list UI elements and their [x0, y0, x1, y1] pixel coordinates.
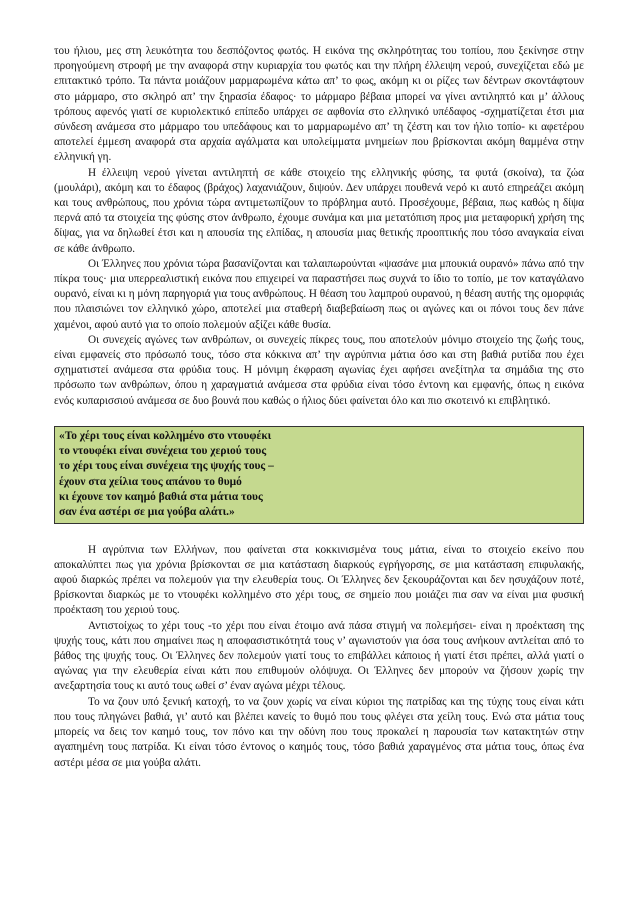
quote-line: κι έχουνε τον καημό βαθιά στα μάτια τους	[59, 491, 263, 504]
paragraph: Οι Έλληνες που χρόνια τώρα βασανίζονται και ταλαιπωρούνται «ψασάνε μια μπουκιά ουρανό» πάνω από την πίκρα τους· μια υπερρεαλιστική εικόνα που επιχειρεί να παραστήσει πως συχνά το ίδιο το τοπίο, με τον καταγάλανο ουρανό, είναι κι η μόνη παρηγοριά για τους ανθρώπους. Η θέαση του λαμπρού ουρανού, η θέαση αυτής της ομορφιάς που πλαισιώνει τον ελληνικό χώρο, αποτελεί μια σταθερή διαβεβαίωση πως οι αγώνες και οι πόνοι τους δεν πάνε χαμένοι, αφού αυτό για το οποίο πολεμούν αξίζει κάθε θυσία.	[54, 257, 584, 331]
paragraph: Η αγρύπνια των Ελλήνων, που φαίνεται στα κοκκινισμένα τους μάτια, είναι το στοιχείο εκείνο που αποκαλύπτει πως για χρόνια βρίσκονται σε μια κατάσταση διαρκούς εγρήγορσης, σε μια κατάσταση επιφυλακής, αφού διαρκώς πρέπει να πολεμούν για την ελευθερία τους. Οι Έλληνες δεν ξεκουράζονται και δεν ησυχάζουν ποτέ, βρίσκονται διαρκώς με το ντουφέκι κολλημένο στο χέρι τους, σε σημείο που μοιάζει πια σαν να είναι μια φυσική προέκταση του χεριού τους.	[54, 543, 584, 617]
quote-line: έχουν στα χείλια τους απάνου το θυμό	[59, 475, 242, 488]
quote-line: σαν ένα αστέρι σε μια γούβα αλάτι.»	[59, 506, 235, 519]
paragraph: Αντιστοίχως το χέρι τους -το χέρι που είναι έτοιμο ανά πάσα στιγμή να πολεμήσει- είναι η προέκταση της ψυχής τους, κάτι που σημαίνει πως η αποφασιστικότητά τους ν’ αγωνιστούν για όσα τους ανήκουν αντλείται από το βάθος της ψυχής τους. Οι Έλληνες δεν πολεμούν γιατί τους το επιβάλλει κάποιος ή γιατί έτσι πρέπει, αλλά γιατί ο αγώνας για την ελευθερία είναι κάτι που επιθυμούν ολόψυχα. Οι Έλληνες δεν μπορούν να ζήσουν χωρίς την ανεξαρτησία τους κι αυτό τους ωθεί σ’ έναν αγώνα μέχρι τέλους.	[54, 619, 584, 693]
paragraph: Η έλλειψη νερού γίνεται αντιληπτή σε κάθε στοιχείο της ελληνικής φύσης, τα φυτά (σκοίνα), τα ζώα (μουλάρι), ακόμη και το έδαφος (βράχος) λαχανιάζουν, διψούν. Δεν υπάρχει πουθενά νερό κι αυτό επηρεάζει ακόμη και τους ανθρώπους, που χρόνια τώρα αντιμετωπίζουν το πρόβλημα αυτό. Προσέχουμε, βέβαια, πως καθώς η δίψα περνά από τα στοιχεία της φύσης στον άνθρωπο, έχουμε συνάμα και μια μετατόπιση προς μια μεταφορική χρήση της δίψας, για να δηλωθεί έτσι και η απουσία της ελπίδας, η απουσία μιας θετικής προοπτικής που τόσο αναγκαία είναι σε κάθε άνθρωπο.	[54, 166, 584, 255]
body-text-bottom	[54, 543, 584, 771]
quote-line: «Το χέρι τους είναι κολλημένο στο ντουφέκι	[59, 429, 272, 442]
quote-line: το ντουφέκι είναι συνέχεια του χεριού τους	[59, 445, 267, 458]
paragraph: Οι συνεχείς αγώνες των ανθρώπων, οι συνεχείς πίκρες τους, που αποτελούν μόνιμο στοιχείο της ζωής τους, είναι εμφανείς στο πρόσωπό τους, τόσο στα κόκκινα απ’ την αγρύπνια μάτια όσο και στη βαθιά ρυτίδα που έχει σχηματιστεί ανάμεσα στα φρύδια τους. Η μόνιμη έκφραση αγωνίας έχει αφήσει ανεξίτηλα τα σημάδια της στο πρόσωπο των ανθρώπων, όπου η χαραγματιά ανάμεσα στα φρύδια είναι τόσο έντονη και εμφανής, όπως η εικόνα ενός κυπαρισσιού ανάμεσα σε δυο βουνά που καθώς ο ήλιος δύει φαίνεται όλο και πιο σκοτεινό κι επιβλητικό.	[54, 333, 584, 407]
document-page	[54, 44, 584, 771]
poem-quote-box	[54, 426, 584, 524]
paragraph: Το να ζουν υπό ξενική κατοχή, το να ζουν χωρίς να είναι κύριοι της πατρίδας και της τύχης τους είναι κάτι που τους πληγώνει βαθιά, γι’ αυτό και βλέπει κανείς το θυμό που τους φλέγει στα χείλη τους. Ενώ στα μάτια τους μπορείς να δεις τον καημό τους, τον πόνο και την οδύνη που τους προκαλεί η παρουσία των κατακτητών στην αγαπημένη τους πατρίδα. Κι είναι τόσο έντονος ο καημός τους, τόσο βαθιά χαραγμένος στα μάτια τους, όπως ένα αστέρι μέσα σε μια γούβα αλάτι.	[54, 695, 584, 769]
paragraph: του ήλιου, μες στη λευκότητα του δεσπόζοντος φωτός. Η εικόνα της σκληρότητας του τοπίου, που ξεκίνησε στην προηγούμενη στροφή με την αναφορά στην κυριαρχία του φωτός και την πλήρη έλλειψη νερού, συνεχίζεται εδώ με επιτακτικό τρόπο. Τα πάντα μοιάζουν μαρμαρωμένα κάτω απ’ το φως, ακόμη κι οι ρίζες των δέντρων σκοντάφτουν στο μάρμαρο, στο σκληρό απ’ την ξηρασία έδαφος· το μάρμαρο βέβαια μπορεί να γίνει αντιληπτό και μ’ άλλους τρόπους αφενός γιατί σε κυριολεκτικό επίπεδο υπάρχει σε αφθονία στο ελληνικό υπέδαφος -σχηματίζεται έτσι μια σύνδεση ανάμεσα στο μάρμαρο του υπεδάφους και το μαρμαρωμένο απ’ τη ζέστη και τον ήλιο τοπίο- κι αφετέρου αποτελεί έμμεση αναφορά στα αρχαία αγάλματα και υπολείμματα μνημείων που βρίσκονται ακόμη θαμμένα στην ελληνική γη.	[54, 45, 584, 164]
body-text-top	[54, 44, 584, 409]
quote-line: το χέρι τους είναι συνέχεια της ψυχής τους –	[59, 460, 274, 473]
